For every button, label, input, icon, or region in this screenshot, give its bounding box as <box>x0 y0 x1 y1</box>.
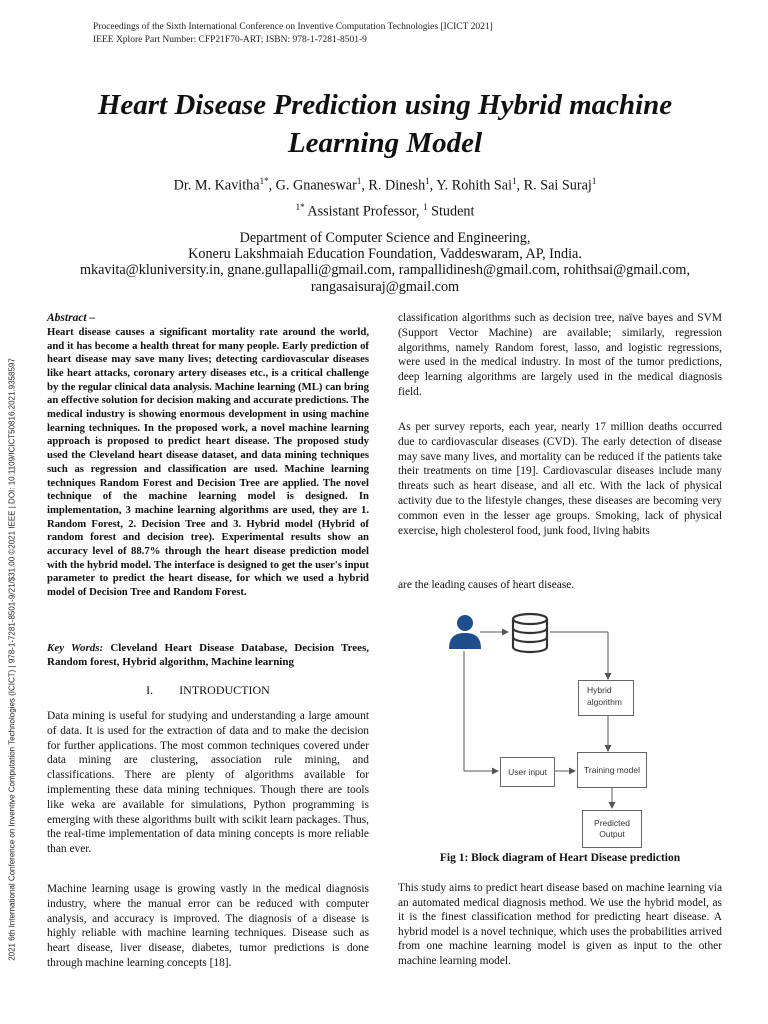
right-paragraph-3 <box>398 578 722 593</box>
figure-caption: Fig 1: Block diagram of Heart Disease prediction <box>439 852 681 864</box>
right-p1-text: classification algorithms such as decision tree, naïve bayes and SVM (Support Vector Machine) are available; similarly, regression algorithms, namely Random forest, lasso, and logistic regressions, were used in the medical industry. In most of the tumor predictions, deep learning algorithms are largely used in the medical diagnosis field. <box>398 312 722 398</box>
conference-header-line2: IEEE Xplore Part Number: CFP21F70-ART; ISBN: 978-1-7281-8501-9 <box>93 35 367 45</box>
author-list: Dr. M. Kavitha$^{1*}$, G. Gnaneswar$^1$, R. Dinesh$^1$, Y. Rohith Sai$^1$, R. Sai Suraj$^1$ <box>173 176 597 194</box>
title-line2: Learning Model <box>287 127 483 159</box>
email-list-2: rangasaisuraj@gmail.com <box>310 279 460 295</box>
predicted-label-line1: Predicted <box>594 818 630 828</box>
author-roles: $^{1*}$ Assistant Professor, $^1$ Student <box>295 202 475 220</box>
keywords-label: Key Words: <box>47 642 104 654</box>
intro-p2-text: Machine learning usage is growing vastly in the medical diagnosis industry, where the manual error can be reduced with computer analysis, and accuracy is improved. The diagnosis of a disease is highly reliable with machine learning techniques. Disease such as heart disease, liver disease, diabetes, tumor predictions is done through machine learning concepts [18]. <box>47 883 369 969</box>
section-number: I. <box>146 683 154 697</box>
keywords <box>47 641 369 669</box>
right-p4-text: This study aims to predict heart disease based on machine learning via an automated medical diagnosis method. We use the hybrid model, as it is the finest classification method for predicting heart disease. A hybrid model is a novel technique, which uses the probabilities arrived from one machine learning model is given as input to the other machine learning model. <box>398 882 722 967</box>
intro-p1-text: Data mining is useful for studying and understanding a large amount of data. It is used for the extraction of data and to make the decision for further applications. The most common techniques covered under data mining are clustering, association rule mining, and classifications. There are plenty of algorithms available for implementing these data mining techniques. Though there are tools like weka are available for simulations, Python programming is emerging with these algorithms built with scikit learn packages. Thus, the real-time implementation of data mining concepts is more reliable than ever. <box>47 710 369 856</box>
predicted-output-box <box>582 810 642 848</box>
intro-paragraph-2 <box>47 882 369 971</box>
organization: Koneru Lakshmaiah Education Foundation, Vaddeswaram, AP, India. <box>188 246 582 262</box>
predicted-label-line2: Output <box>599 829 625 839</box>
paper-title <box>40 86 730 162</box>
right-p2-text: As per survey reports, each year, nearly 17 million deaths occurred due to cardiovascular diseases (CVD). The early detection of disease may save many lives, and mortality can be reduced if the patients take their treatments on time [19]. Cardiovascular diseases include many threats such as heart disease, and all etc. With the lack of physical activity due to the lifestyle changes, these diseases are becoming very common even in the lesser age groups. Smoking, lack of physical exercise, high cholesterol food, junk food, living habits <box>398 421 722 537</box>
right-paragraph-1 <box>398 311 722 400</box>
section-title: INTRODUCTION <box>179 683 270 697</box>
intro-paragraph-1 <box>47 709 369 857</box>
right-p3-text: are the leading causes of heart disease. <box>398 579 575 591</box>
right-paragraph-2 <box>398 420 722 538</box>
right-paragraph-4 <box>398 881 722 969</box>
abstract-section <box>47 311 369 600</box>
keywords-text: Cleveland Heart Disease Database, Decision Trees, Random forest, Hybrid algorithm, Machine learning <box>47 642 369 668</box>
block-diagram <box>430 606 710 851</box>
user-input-box: User input <box>500 757 555 787</box>
abstract-heading: Abstract – <box>47 312 96 324</box>
title-line1: Heart Disease Prediction using Hybrid machine <box>97 89 673 121</box>
side-citation-text: 2021 6th International Conference on Inventive Computation Technologies (ICICT) | 978-1-7281-8501-9/21/$31.00 ©2021 IEEE | DOI: 10.1109/ICICT50816.2021.9358597 <box>7 358 17 961</box>
hybrid-label-line1: Hybrid <box>587 685 612 695</box>
introduction-heading <box>47 683 369 698</box>
abstract-body: Heart disease causes a significant mortality rate around the world, and it has become a health threat for many people. Early prediction of heart disease may save many lives; detecting cardiovascular diseases like heart attacks, coronary artery diseases etc., is a critical challenge by the regular clinical data analysis. Machine learning (ML) can bring an effective solution for decision making and accurate predictions. The medical industry is showing enormous development in using machine learning techniques. In the proposed work, a novel machine learning approach is proposed to predict heart disease. The proposed study used the Cleveland heart disease dataset, and data mining techniques such as regression and classification are used. Machine learning techniques Random Forest and Decision Tree are applied. The novel technique of the machine learning model is designed. In implementation, 3 machine learning algorithms are used, they are 1. Random Forest, 2. Decision Tree and 3. Hybrid model (Hybrid of random forest and decision tree). Experimental results show an accuracy level of 88.7% through the heart disease prediction model with the hybrid model. The interface is designed to get the user's input parameter to predict the heart disease, for which we used a hybrid model of Decision Tree and Random Forest. <box>47 325 369 599</box>
conference-header-line1: Proceedings of the Sixth International Conference on Inventive Computation Technologies [ICICT 2021] <box>93 22 493 32</box>
email-list: mkavita@kluniversity.in, gnane.gullapalli@gmail.com, rampallidinesh@gmail.com, rohithsai@gmail.com, <box>79 262 691 278</box>
hybrid-algorithm-box <box>578 680 634 716</box>
training-model-box: Training model <box>577 752 647 788</box>
hybrid-label-line2: algorithm <box>587 697 622 707</box>
department: Department of Computer Science and Engineering, <box>239 230 531 246</box>
database-icon <box>510 612 550 654</box>
user-icon <box>448 614 482 650</box>
